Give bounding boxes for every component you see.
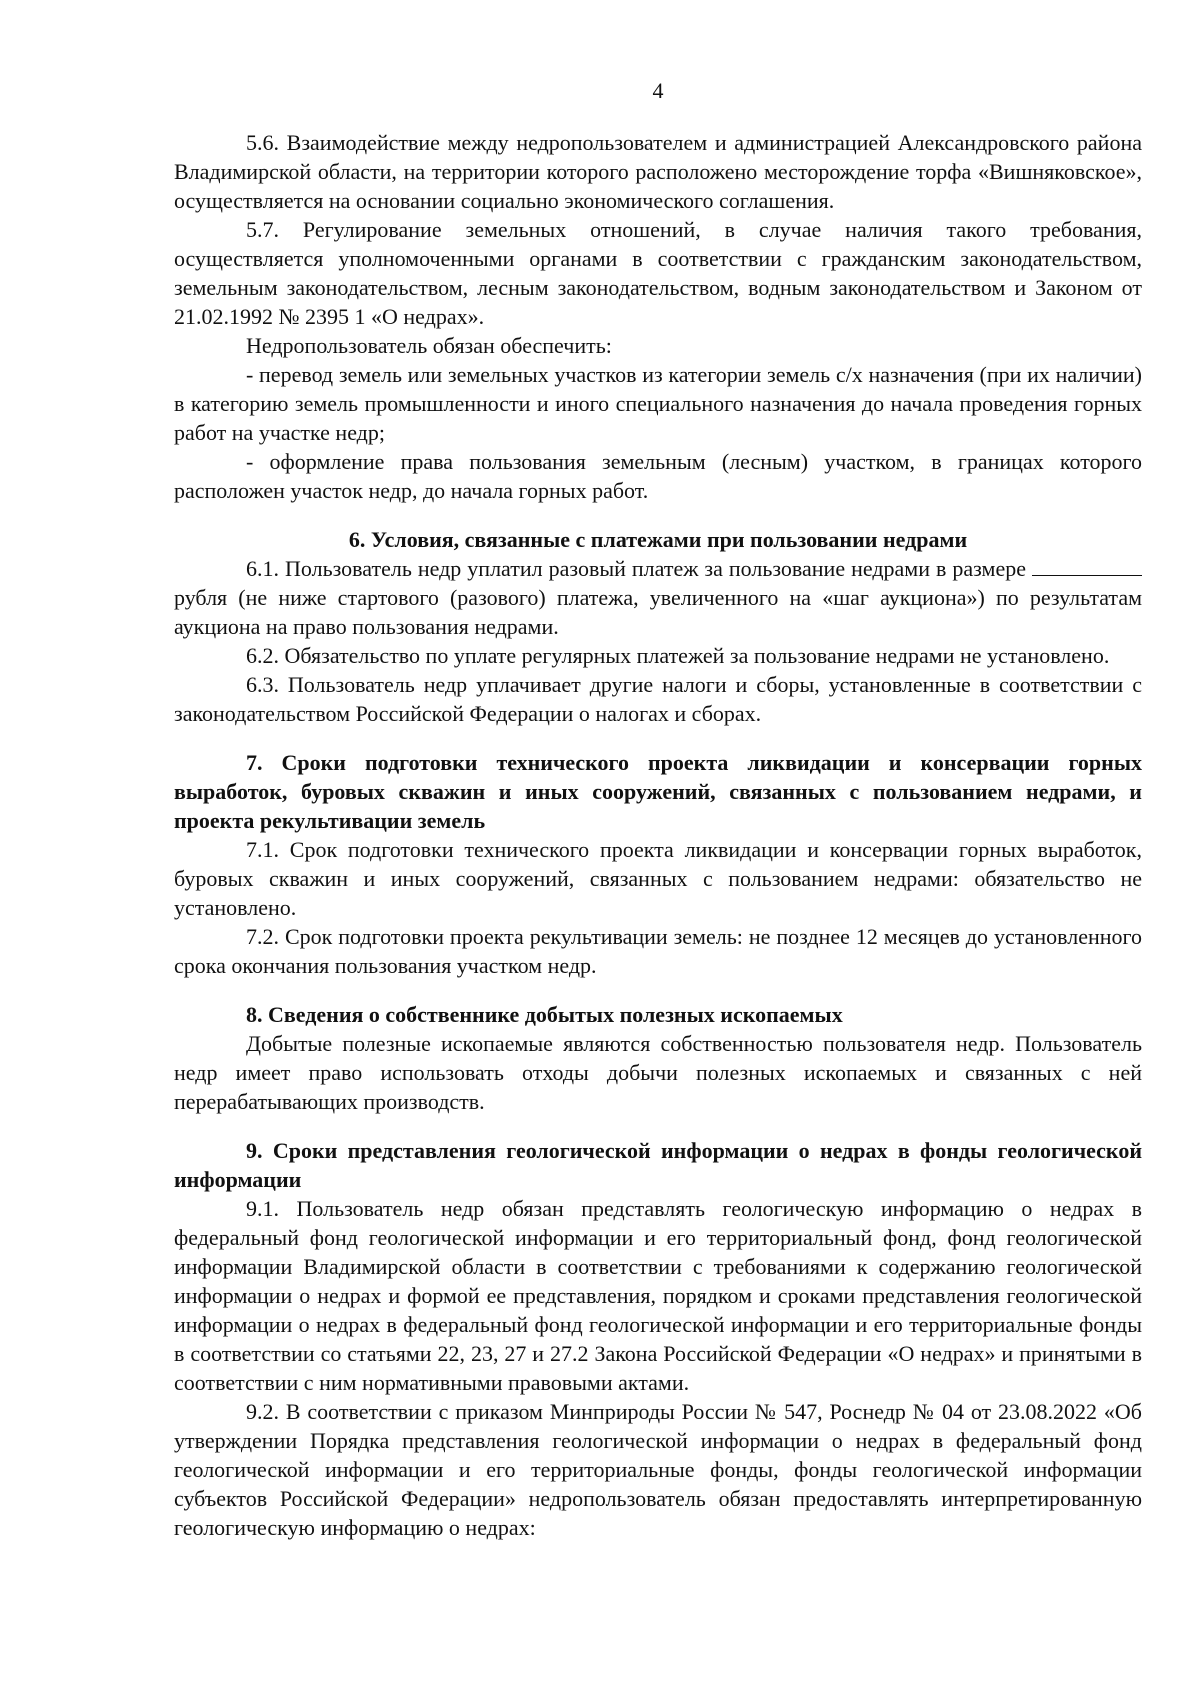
section-7-heading: 7. Сроки подготовки технического проекта ликвидации и консервации горных выработок, буровых скважин и иных сооружений, связанных с пользованием недрами, и проекта рекультивации земель	[174, 750, 1142, 833]
paragraph-obligations-intro: Недропользователь обязан обеспечить:	[246, 333, 612, 358]
paragraph-6-3: 6.3. Пользователь недр уплачивает другие налоги и сборы, установленные в соответствии с законодательством Российской Федерации о налогах и сборах.	[174, 672, 1142, 726]
paragraph-9-1: 9.1. Пользователь недр обязан представлять геологическую информацию о недрах в федеральный фонд геологической информации и его территориальный фонд, фонд геологической информации Владимирской области в соответствии с требованиями к содержанию геологической информации о недрах и формой ее представления, порядком и сроками представления геологической информации о недрах в федеральный фонд геологической информации и его территориальные фонды в соответствии со статьями 22, 23, 27 и 27.2 Закона Российской Федерации «О недрах» и принятыми в соответствии с ним нормативными правовыми актами.	[174, 1196, 1142, 1395]
paragraph-9-2: 9.2. В соответствии с приказом Минприроды России № 547, Роснедр № 04 от 23.08.2022 «Об утверждении Порядка представления геологической информации о недрах в федеральный фонд геологической информации и его территориальные фонды, фонды геологической информации субъектов Российской Федерации» недропользователь обязан предоставлять интерпретированную геологическую информацию о недрах:	[174, 1399, 1142, 1540]
paragraph-6-1	[174, 554, 1142, 641]
section-gap	[174, 1116, 1142, 1136]
section-9	[174, 1136, 1142, 1542]
payment-amount-blank	[1032, 557, 1142, 576]
paragraph-6-1-end: рубля (не ниже стартового (разового) платежа, увеличенного на «шаг аукциона») по результатам аукциона на право пользования недрами.	[174, 585, 1142, 639]
paragraph-7-1: 7.1. Срок подготовки технического проекта ликвидации и консервации горных выработок, буровых скважин и иных сооружений, связанных с пользованием недрами: обязательство не установлено.	[174, 837, 1142, 920]
section-8	[174, 1000, 1142, 1116]
paragraph-5-6: 5.6. Взаимодействие между недропользователем и администрацией Александровского района Владимирской области, на территории которого расположено месторождение торфа «Вишняковское», осуществляется на основании социально экономического соглашения.	[174, 130, 1142, 213]
section-5	[174, 128, 1142, 505]
section-gap	[174, 505, 1142, 525]
section-9-heading: 9. Сроки представления геологической информации о недрах в фонды геологической информации	[174, 1138, 1142, 1192]
section-6-heading: 6. Условия, связанные с платежами при пользовании недрами	[348, 527, 968, 552]
paragraph-obligation-1: - перевод земель или земельных участков из категории земель с/х назначения (при их наличии) в категорию земель промышленности и иного специального назначения до начала проведения горных работ на участке недр;	[174, 362, 1142, 445]
paragraph-8-1: Добытые полезные ископаемые являются собственностью пользователя недр. Пользователь недр имеет право использовать отходы добычи полезных ископаемых и связанных с ней перерабатывающих производств.	[174, 1031, 1142, 1114]
section-gap	[174, 980, 1142, 1000]
paragraph-6-2: 6.2. Обязательство по уплате регулярных платежей за пользование недрами не установлено.	[246, 643, 1110, 668]
section-gap	[174, 728, 1142, 748]
section-8-heading: 8. Сведения о собственнике добытых полезных ископаемых	[246, 1002, 843, 1027]
paragraph-obligation-2: - оформление права пользования земельным (лесным) участком, в границах которого расположен участок недр, до начала горных работ.	[174, 449, 1142, 503]
section-7	[174, 748, 1142, 980]
paragraph-6-1-start: 6.1. Пользователь недр уплатил разовый платеж за пользование недрами в размере	[246, 556, 1026, 581]
paragraph-5-7: 5.7. Регулирование земельных отношений, в случае наличия такого требования, осуществляется уполномоченными органами в соответствии с гражданским законодательством, земельным законодательством, лесным законодательством, водным законодательством и Законом от 21.02.1992 № 2395 1 «О недрах».	[174, 217, 1142, 329]
section-6	[174, 525, 1142, 728]
page-number: 4	[652, 78, 664, 103]
paragraph-7-2: 7.2. Срок подготовки проекта рекультивации земель: не позднее 12 месяцев до установленного срока окончания пользования участком недр.	[174, 924, 1142, 978]
